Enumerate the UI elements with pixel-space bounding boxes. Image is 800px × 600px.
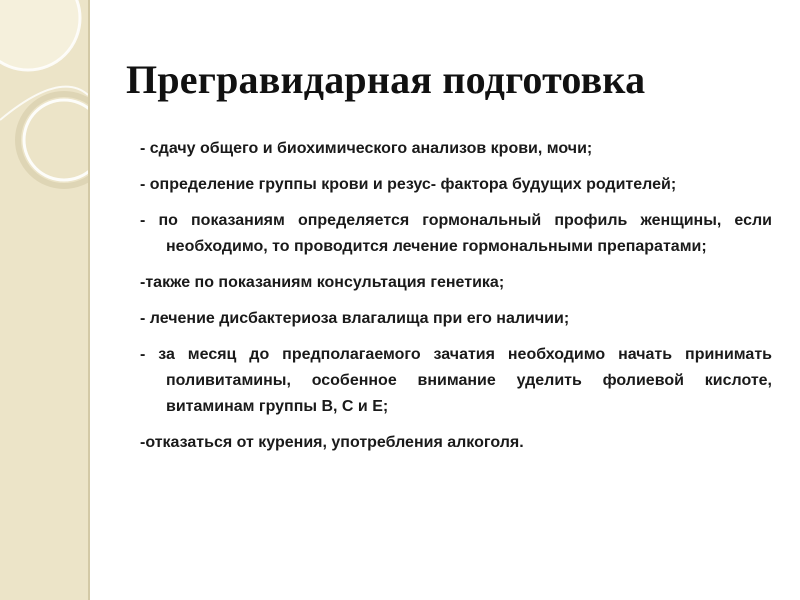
sidebar-divider: [88, 0, 90, 600]
list-item: - по показаниям определяется гормональный профиль женщины, если необходимо, то проводится лечение гормональными препаратами;: [140, 212, 772, 255]
list-item: -также по показаниям консультация генетика;: [140, 274, 505, 291]
list-item: - сдачу общего и биохимического анализов крови, мочи;: [140, 140, 593, 157]
decorative-rings-graphic: [0, 0, 88, 600]
list-item: -отказаться от курения, употребления алкоголя.: [140, 434, 524, 451]
list-item: - за месяц до предполагаемого зачатия необходимо начать принимать поливитамины, особенное внимание уделить фолиевой кислоте, витаминам группы В, С и Е;: [140, 346, 772, 415]
slide-title: Прегравидарная подготовка: [126, 57, 646, 102]
list-item: - лечение дисбактериоза влагалища при его наличии;: [140, 310, 570, 327]
list-item: - определение группы крови и резус- фактора будущих родителей;: [140, 176, 677, 193]
decorative-sidebar: [0, 0, 88, 600]
bullet-list: [140, 136, 772, 466]
